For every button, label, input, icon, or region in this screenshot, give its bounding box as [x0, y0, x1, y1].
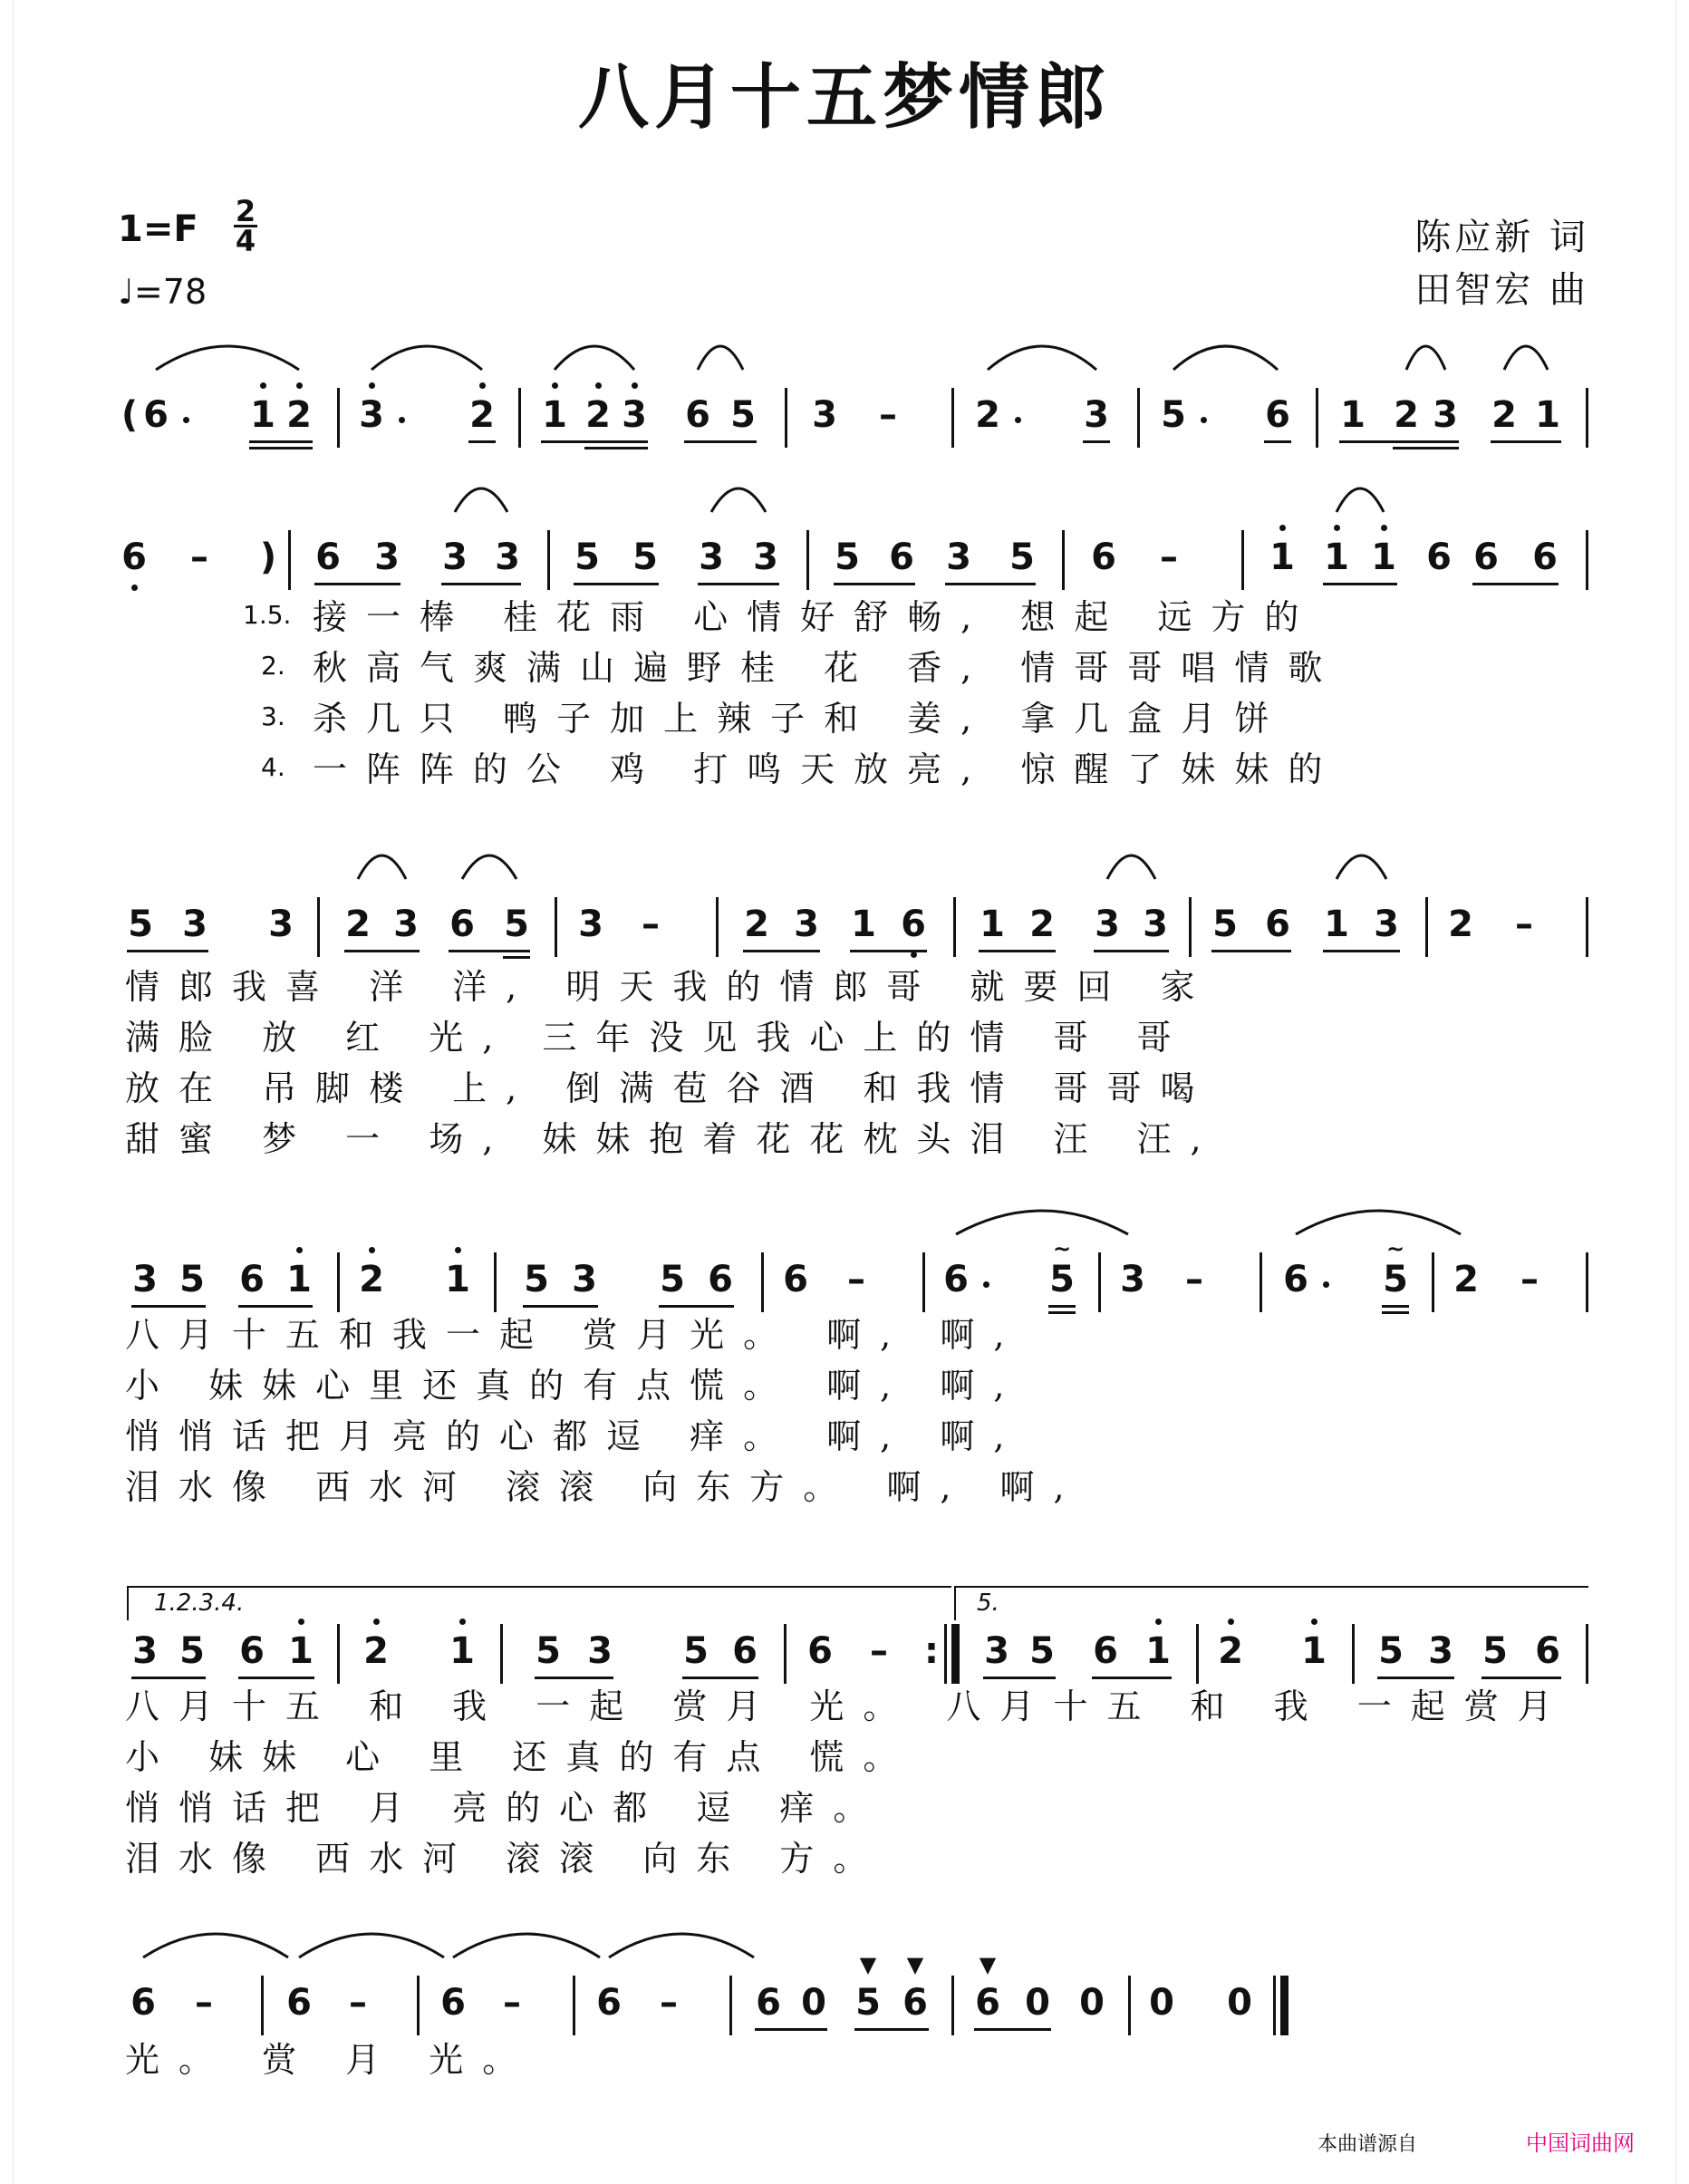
slur	[609, 1934, 754, 1957]
slur	[462, 855, 516, 879]
note: 6	[783, 1259, 808, 1300]
note: 3	[753, 536, 778, 578]
note: 6	[1473, 536, 1499, 578]
note: 1	[851, 904, 876, 945]
note: 0	[1079, 1982, 1105, 2024]
note: 3	[587, 1630, 613, 1672]
note: 6	[239, 1630, 265, 1672]
note: –	[1160, 536, 1178, 578]
note: 6	[143, 394, 169, 436]
note: 5	[660, 1259, 685, 1300]
note: 5	[1009, 536, 1035, 578]
lyric-line-verse-2: 小 妹妹 心 里 还真的有点 慌。	[125, 1737, 917, 1777]
note: 5	[835, 536, 860, 578]
note: 3	[495, 536, 520, 578]
note: 6	[449, 904, 475, 945]
slur	[143, 1934, 288, 1957]
verse-number: 3.	[261, 701, 285, 731]
note: 1	[445, 1259, 470, 1300]
note: 5	[1161, 394, 1186, 436]
note: 6	[1532, 536, 1558, 578]
note: 5	[179, 1259, 205, 1300]
lyric-line-verse-4: 甜蜜 梦 一 场, 妹妹抱着花花枕头泪 汪 汪,	[125, 1119, 1221, 1159]
note: 2	[1491, 394, 1517, 436]
lyric-line-verse-1: 八月十五 和 我 一起 赏月 光。 八月十五 和 我 一起赏月	[125, 1686, 1571, 1726]
slur	[956, 1211, 1128, 1234]
note: 2	[1453, 1259, 1479, 1300]
lyric-line-verse-3: 杀几只 鸭子加上辣子和 姜, 拿几盒月饼	[313, 699, 1288, 739]
slur	[156, 346, 299, 370]
note: 3	[182, 904, 208, 945]
note: 2	[585, 394, 611, 436]
note: 2	[1448, 904, 1473, 945]
slur	[1337, 855, 1386, 879]
slur	[698, 346, 743, 370]
note: 6	[943, 1259, 969, 1300]
lyric-line-coda: 光。 赏 月 光。	[125, 2040, 536, 2080]
note: 3	[699, 536, 724, 578]
note: 1	[1301, 1630, 1327, 1672]
staccato-mark: ▼	[906, 1952, 924, 1977]
volta-2-line	[954, 1586, 1588, 1588]
volta-2-label: 5.	[977, 1590, 999, 1617]
note: 3	[794, 904, 819, 945]
lyric-line-verse-2: 小 妹妹心里还真的有点慌。 啊, 啊,	[125, 1366, 1024, 1406]
note: 5	[504, 904, 529, 945]
note: 2	[975, 394, 1000, 436]
time-signature-top: 2	[235, 194, 256, 228]
note: 5	[683, 1630, 709, 1672]
lyric-line-verse-3: 悄悄话把月亮的心都逗 痒。 啊, 啊,	[125, 1416, 1024, 1456]
note: 1	[1340, 394, 1366, 436]
note: –	[349, 1982, 367, 2024]
note: –	[879, 394, 897, 436]
note: 6	[685, 394, 710, 436]
note: 3	[132, 1630, 158, 1672]
note: 6	[315, 536, 341, 578]
note: 1	[449, 1630, 475, 1672]
note: 2	[1029, 904, 1055, 945]
note: 1	[1269, 536, 1295, 578]
note: 5	[1049, 1259, 1075, 1300]
note: 0	[1149, 1982, 1174, 2024]
note: –	[847, 1259, 865, 1300]
note: 3	[622, 394, 647, 436]
slur	[988, 346, 1096, 370]
note: 3	[132, 1259, 158, 1300]
note: 3	[374, 536, 400, 578]
slur	[299, 1934, 444, 1957]
note: 3	[393, 904, 419, 945]
note: 6	[902, 1982, 928, 2024]
note: 1	[288, 1630, 314, 1672]
note: 0	[801, 1982, 826, 2024]
note: 2	[359, 1259, 384, 1300]
note: 6	[121, 536, 147, 578]
footer-source: 本曲谱源自	[1317, 2133, 1417, 2156]
note: 5	[1378, 1630, 1404, 1672]
tempo-marking: ♩=78	[118, 272, 208, 312]
footer-brand-link[interactable]: 中国词曲网	[1526, 2131, 1635, 2156]
lyric-line-verse-1: 情郎我喜 洋 洋, 明天我的情郎哥 就要回 家	[125, 967, 1214, 1007]
note: 6	[901, 904, 926, 945]
note: 3	[1143, 904, 1168, 945]
note: 3	[1374, 904, 1399, 945]
note: 3	[1120, 1259, 1145, 1300]
note: 6	[1535, 1630, 1560, 1672]
lyric-line-verse-4: 一阵阵的公 鸡 打鸣天放亮, 惊醒了妹妹的	[313, 749, 1342, 789]
note: 3	[1433, 394, 1458, 436]
note: 6	[1265, 394, 1290, 436]
slur	[455, 488, 507, 512]
note: 1	[1535, 394, 1560, 436]
note: 3	[1095, 904, 1120, 945]
note: 3	[268, 904, 294, 945]
note: 1	[1145, 1630, 1171, 1672]
note: 6	[130, 1982, 156, 2024]
note: 3	[1428, 1630, 1453, 1672]
note: 5	[855, 1982, 881, 2024]
note: 5	[179, 1630, 205, 1672]
note: 5	[1482, 1630, 1508, 1672]
note: 2	[363, 1630, 389, 1672]
note: 6	[732, 1630, 758, 1672]
volta-2-bracket	[954, 1586, 956, 1620]
lyric-line-verse-3: 放在 吊脚楼 上, 倒满苞谷酒 和我情 哥哥喝	[125, 1068, 1214, 1108]
staccato-mark: ▼	[859, 1952, 877, 1977]
note: 5	[1029, 1630, 1055, 1672]
note: 6	[596, 1982, 622, 2024]
composer-credit: 田智宏 曲	[1414, 269, 1589, 311]
lyric-line-verse-1: 八月十五和我一起 赏月光。 啊, 啊,	[125, 1315, 1024, 1355]
turn-ornament: ~	[1385, 1236, 1405, 1261]
note: 0	[1227, 1982, 1252, 2024]
verse-number: 1.5.	[243, 600, 292, 630]
slur	[1504, 346, 1548, 370]
note: 1	[250, 394, 275, 436]
note: 1	[542, 394, 567, 436]
note: 5	[128, 904, 153, 945]
repeat-dots: :	[924, 1630, 939, 1672]
staccato-mark: ▼	[979, 1952, 997, 1977]
note: 3	[812, 394, 837, 436]
lyric-line-verse-2: 满脸 放 红 光, 三年没见我心上的情 哥 哥	[125, 1018, 1191, 1058]
note: 2	[1394, 394, 1419, 436]
lyric-line-verse-1: 接一棒 桂花雨 心情好舒畅, 想起 远方的	[313, 597, 1318, 637]
note: 1	[286, 1259, 312, 1300]
note: 6	[1426, 536, 1452, 578]
slur	[555, 346, 634, 370]
note: 3	[984, 1630, 1009, 1672]
volta-1-line	[127, 1586, 951, 1588]
note: 3	[442, 536, 468, 578]
note: 6	[440, 1982, 466, 2024]
note: 5	[1383, 1259, 1408, 1300]
note: 6	[286, 1982, 312, 2024]
note: 1	[980, 904, 1005, 945]
note: 1	[1324, 904, 1349, 945]
turn-ornament: ~	[1052, 1236, 1072, 1261]
note: 6	[1283, 1259, 1308, 1300]
slur	[1337, 488, 1384, 512]
lyricist-credit: 陈应新 词	[1414, 217, 1589, 258]
slur	[1296, 1211, 1461, 1234]
note: 5	[730, 394, 756, 436]
note: 3	[1084, 394, 1109, 436]
volta-1-label: 1.2.3.4.	[154, 1590, 245, 1617]
note: 6	[1091, 536, 1116, 578]
slur	[1107, 855, 1155, 879]
note: 5	[632, 536, 658, 578]
note: 6	[975, 1982, 1000, 2024]
lyric-line-verse-3: 悄悄话把 月 亮的心都 逗 痒。	[125, 1788, 887, 1828]
verse-number: 2.	[261, 651, 285, 681]
close-paren: )	[259, 536, 277, 578]
note: –	[1515, 904, 1533, 945]
open-paren: (	[121, 394, 139, 436]
note: 1	[1324, 536, 1349, 578]
note: –	[660, 1982, 678, 2024]
slur	[358, 855, 406, 879]
note: 2	[345, 904, 371, 945]
note: 3	[946, 536, 971, 578]
note: 2	[744, 904, 769, 945]
note: –	[503, 1982, 521, 2024]
note: 6	[1093, 1630, 1118, 1672]
lyric-line-verse-4: 泪水像 西水河 滚滚 向东 方。	[125, 1839, 887, 1879]
note: 3	[578, 904, 603, 945]
note: 2	[1218, 1630, 1243, 1672]
note: 5	[1212, 904, 1238, 945]
note: 6	[708, 1259, 733, 1300]
note: 6	[239, 1259, 265, 1300]
note: 1	[1371, 536, 1396, 578]
note: 5	[536, 1630, 561, 1672]
note: 6	[889, 536, 914, 578]
slur	[1173, 346, 1278, 370]
note: 2	[469, 394, 495, 436]
key-signature: 1=F	[118, 208, 198, 250]
slur	[711, 488, 766, 512]
note: –	[870, 1630, 888, 1672]
slur	[1406, 346, 1445, 370]
note: –	[195, 1982, 213, 2024]
time-signature-bottom: 4	[235, 224, 256, 258]
volta-1-bracket	[127, 1586, 129, 1620]
song-title: 八月十五梦情郎	[577, 56, 1111, 139]
lyric-line-verse-2: 秋高气爽满山遍野桂 花 香, 情哥哥唱情歌	[313, 648, 1342, 688]
note: –	[642, 904, 660, 945]
note: 3	[359, 394, 384, 436]
note: 6	[807, 1630, 833, 1672]
lyric-line-verse-4: 泪水像 西水河 滚滚 向东方。 啊, 啊,	[125, 1467, 1084, 1507]
note: 3	[572, 1259, 597, 1300]
verse-number: 4.	[261, 752, 285, 782]
note: 2	[286, 394, 312, 436]
note: –	[190, 536, 208, 578]
slur	[372, 346, 482, 370]
slur	[453, 1934, 600, 1957]
note: 6	[756, 1982, 781, 2024]
note: 0	[1025, 1982, 1050, 2024]
note: –	[1185, 1259, 1203, 1300]
note: –	[1520, 1259, 1539, 1300]
note: 5	[574, 536, 600, 578]
note: 5	[524, 1259, 549, 1300]
note: 6	[1265, 904, 1290, 945]
